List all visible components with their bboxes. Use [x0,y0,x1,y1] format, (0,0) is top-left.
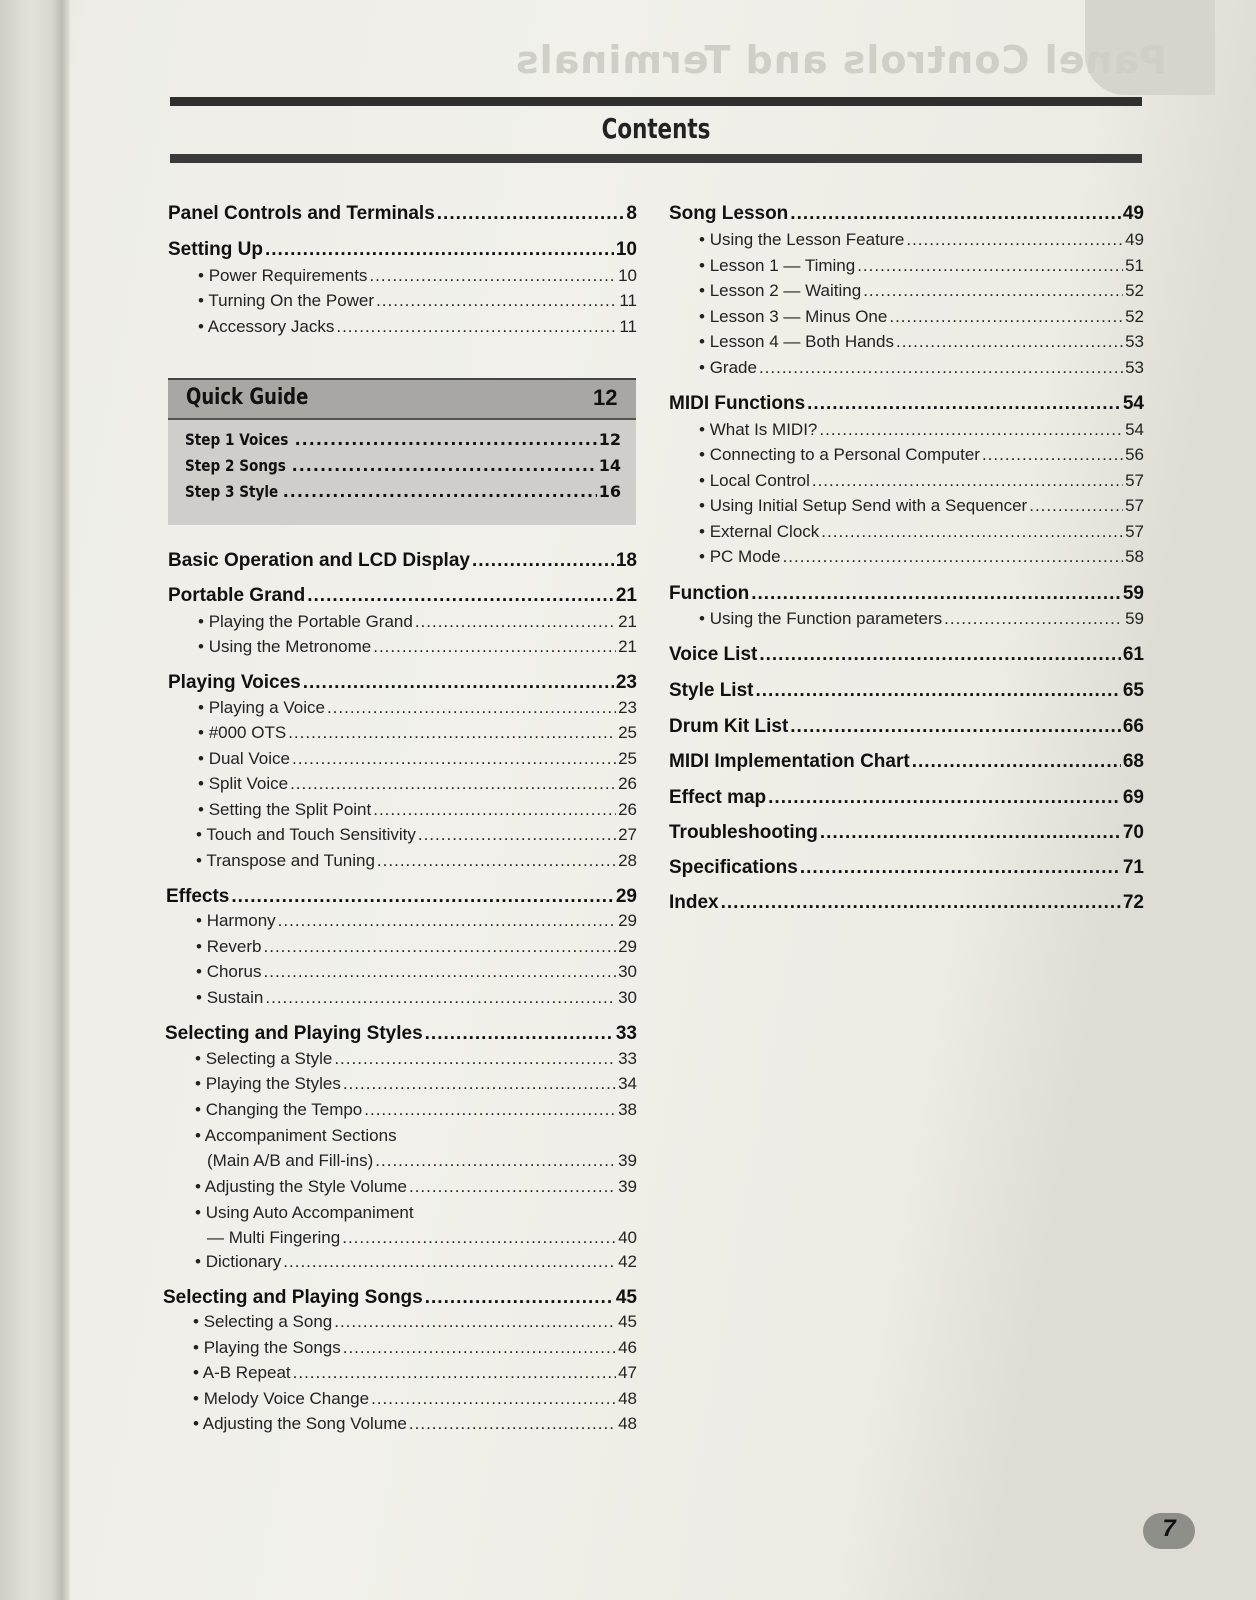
toc-subsection-entry [196,962,637,982]
toc-entry-label: • Adjusting the Song Volume [193,1414,407,1434]
toc-leader-dots [912,751,1121,773]
toc-leader-dots [283,1252,616,1272]
toc-entry-label: • Playing the Songs [193,1338,341,1358]
toc-subsection-entry [198,637,637,657]
toc-entry-label: • Lesson 1 — Timing [699,256,855,276]
toc-subsection-entry [195,1100,637,1120]
toc-page-number: 52 [1125,281,1144,300]
toc-leader-dots [278,911,616,931]
toc-entry-label: • Adjusting the Style Volume [195,1177,407,1197]
toc-entry-label: • Using Auto Accompaniment [195,1203,414,1223]
toc-page-number: 45 [618,1312,637,1331]
toc-leader-dots [751,583,1121,605]
page-title: Contents [601,112,711,145]
toc-entry-label: • Using the Function parameters [699,609,942,629]
toc-leader-dots [377,851,616,871]
toc-page-number: 39 [618,1151,637,1170]
toc-subsection-entry [198,698,637,718]
toc-page-number: 39 [618,1177,637,1196]
toc-page-number: 10 [618,266,637,285]
toc-entry-label: • Playing the Portable Grand [198,612,413,632]
toc-page-number: 23 [615,672,637,693]
toc-section-entry [669,716,1144,738]
toc-entry-label: Step 2 Songs [185,456,286,475]
toc-entry-label: MIDI Implementation Chart [669,751,910,772]
toc-subsection-entry [198,291,637,311]
toc-entry-label: Effects [166,886,230,907]
toc-subsection-entry [195,1049,637,1069]
toc-entry-label: Playing Voices [168,672,301,693]
toc-page-number: 26 [618,774,637,793]
toc-entry-label: Step 1 Voices [185,430,289,449]
toc-leader-dots [768,787,1121,809]
toc-leader-dots [721,892,1121,914]
toc-leader-dots [759,358,1123,378]
toc-entry-label: • Playing the Styles [195,1074,341,1094]
toc-entry-label: MIDI Functions [669,393,806,414]
toc-page-number: 29 [618,937,637,956]
toc-entry-label: • Selecting a Song [193,1312,332,1332]
toc-subsection-entry [195,1074,637,1094]
toc-leader-dots [863,281,1123,301]
toc-leader-dots [371,1389,616,1409]
toc-leader-dots [790,716,1121,738]
toc-page-number: 48 [618,1414,637,1433]
toc-entry-label: • Transpose and Tuning [196,851,375,871]
toc-entry-label: • Dictionary [195,1252,281,1272]
toc-entry-label: • Connecting to a Personal Computer [699,445,980,465]
toc-leader-dots [807,393,1121,415]
toc-leader-dots [343,1074,616,1094]
toc-page-number: 21 [618,637,637,656]
toc-leader-dots [820,822,1121,844]
toc-page-number: 56 [1125,445,1144,464]
toc-subsection-entry [207,1151,637,1171]
toc-section-entry [669,787,1144,809]
toc-leader-dots [906,230,1123,250]
toc-leader-dots [283,482,597,501]
toc-entry-label: • Selecting a Style [195,1049,332,1069]
toc-page-number: 53 [1125,358,1144,377]
toc-page-number: 10 [615,239,637,260]
toc-leader-dots [373,637,616,657]
toc-leader-dots [293,1363,616,1383]
toc-leader-dots [759,644,1121,666]
toc-leader-dots [376,291,617,311]
toc-leader-dots [327,698,616,718]
toc-entry-label: Selecting and Playing Songs [163,1287,423,1308]
toc-leader-dots [295,430,597,449]
toc-subsection-entry [699,496,1144,516]
quick-guide-title: Quick Guide [186,385,309,410]
toc-leader-dots [292,749,616,769]
toc-leader-dots [265,239,614,261]
toc-subsection-entry [699,522,1144,542]
toc-leader-dots [425,1287,614,1309]
toc-page-number: 57 [1125,522,1144,541]
toc-subsection-entry [198,723,637,743]
toc-entry-label: (Main A/B and Fill-ins) [207,1151,374,1170]
toc-page-number: 53 [1125,332,1144,351]
toc-entry-label: Song Lesson [669,203,789,224]
toc-leader-dots [307,585,614,607]
toc-leader-dots [415,612,616,632]
toc-subsection-entry [193,1389,637,1409]
toc-page-number: 33 [615,1023,637,1044]
toc-page-number: 59 [1125,609,1144,628]
page-number: 7 [1162,1515,1176,1542]
toc-section-entry [669,751,1144,773]
toc-entry-label: Basic Operation and LCD Display [168,550,470,571]
toc-entry-label: • Local Control [699,471,810,491]
toc-entry-label: Style List [669,680,754,701]
toc-entry-label: Troubleshooting [669,822,818,843]
toc-leader-dots [334,1049,616,1069]
toc-leader-dots [292,456,597,475]
toc-entry-label: • A-B Repeat [193,1363,291,1383]
toc-subsection-entry [195,1177,637,1197]
toc-leader-dots [264,937,617,957]
toc-entry-label: • Power Requirements [198,266,367,286]
toc-leader-dots [1029,496,1123,516]
toc-section-entry [165,1023,637,1045]
toc-entry-label: Effect map [669,787,767,808]
toc-page-number: 57 [1125,471,1144,490]
toc-entry-label: • External Clock [699,522,819,542]
toc-page-number: 34 [618,1074,637,1093]
toc-entry-label: • PC Mode [699,547,781,567]
toc-page-number: 29 [618,911,637,930]
toc-leader-dots [343,1338,616,1358]
toc-entry-label: • Changing the Tempo [195,1100,362,1120]
toc-page-number: 40 [618,1228,637,1247]
toc-entry-label: • Accessory Jacks [198,317,334,337]
toc-entry-label: Portable Grand [168,585,306,606]
toc-entry-label: • What Is MIDI? [699,420,817,440]
toc-entry-label: Function [669,583,750,604]
toc-leader-dots [857,256,1123,276]
toc-subsection-entry [196,988,637,1008]
toc-leader-dots [896,332,1123,352]
quick-guide-step [185,482,621,501]
toc-subsection-entry [193,1414,637,1434]
title-rule-top [170,97,1142,106]
toc-subsection-entry [207,1228,637,1248]
toc-entry-label: • Lesson 3 — Minus One [699,307,887,327]
toc-page-number: 12 [598,430,621,449]
toc-entry-label: Index [669,892,719,913]
toc-entry-label: Panel Controls and Terminals [168,203,435,224]
toc-leader-dots [812,471,1123,491]
toc-entry-label: • Using Initial Setup Send with a Sequencer [699,496,1027,516]
toc-page-number: 27 [618,825,637,844]
toc-page-number: 58 [1125,547,1144,566]
toc-entry-label: • Turning On the Power [198,291,374,311]
toc-leader-dots [437,203,625,225]
toc-entry-label: Drum Kit List [669,716,789,737]
toc-subsection-entry [699,547,1144,567]
toc-leader-dots [409,1414,616,1434]
toc-page-number: 46 [618,1338,637,1357]
toc-page-number: 11 [619,291,637,310]
toc-entry-label: • Dual Voice [198,749,290,769]
toc-leader-dots [800,857,1121,879]
toc-subsection-entry [699,332,1144,352]
toc-leader-dots [418,825,616,845]
toc-leader-dots [819,420,1123,440]
toc-subsection-entry [196,851,637,871]
toc-entry-label: • Reverb [196,937,262,957]
toc-section-entry [168,203,637,225]
toc-subsection-entry [699,256,1144,276]
toc-entry-label: • Split Voice [198,774,288,794]
toc-section-entry [669,644,1144,666]
quick-guide-page: 12 [593,385,618,410]
toc-page-number: 42 [618,1252,637,1271]
toc-page-number: 30 [618,962,637,981]
toc-page-number: 66 [1122,716,1144,737]
toc-entry-label: • Sustain [196,988,263,1008]
toc-leader-dots [290,774,616,794]
toc-leader-dots [373,800,616,820]
toc-page-number: 49 [1125,230,1144,249]
toc-leader-dots [755,680,1120,702]
toc-section-entry [669,583,1144,605]
toc-leader-dots [472,550,614,572]
toc-leader-dots [303,672,614,694]
toc-page-number: 71 [1122,857,1144,878]
toc-page-number: 21 [615,585,637,606]
toc-entry-label: • Touch and Touch Sensitivity [196,825,416,845]
toc-page-number: 72 [1122,892,1144,913]
toc-leader-dots [425,1023,614,1045]
toc-entry-label: Step 3 Style [185,482,279,501]
toc-subsection-entry [699,230,1144,250]
toc-entry-label: • #000 OTS [198,723,286,743]
toc-entry-label: • Harmony [196,911,276,931]
toc-page-number: 25 [618,749,637,768]
toc-leader-dots [982,445,1123,465]
toc-subsection-entry [193,1312,637,1332]
toc-subsection-entry [699,445,1144,465]
toc-entry-label: • Chorus [196,962,262,982]
toc-page-number: 59 [1122,583,1144,604]
toc-subsection-entry [198,800,637,820]
toc-subsection-entry [198,749,637,769]
toc-page-number: 30 [618,988,637,1007]
page-binding [0,0,70,1600]
toc-subsection-entry [193,1363,637,1383]
toc-subsection-entry [195,1252,637,1272]
quick-guide-step [185,430,621,449]
toc-subsection-entry [198,317,637,337]
toc-subsection-entry [699,358,1144,378]
toc-section-entry [168,239,637,261]
toc-subsection-entry [699,471,1144,491]
toc-entry-label: • Accompaniment Sections [195,1126,397,1146]
toc-page-number: 26 [618,800,637,819]
toc-subsection-entry [198,612,637,632]
toc-section-entry [669,892,1144,914]
toc-subsection-entry [195,1203,637,1223]
toc-section-entry [163,1287,637,1309]
toc-subsection-entry [699,281,1144,301]
toc-entry-label: Specifications [669,857,798,878]
toc-section-entry [669,822,1144,844]
toc-leader-dots [264,962,617,982]
toc-page-number: 54 [1122,393,1144,414]
toc-entry-label: • Using the Metronome [198,637,371,657]
toc-subsection-entry [196,825,637,845]
toc-subsection-entry [196,937,637,957]
toc-page-number: 16 [598,482,621,501]
quick-guide-step [185,456,621,475]
toc-entry-label: — Multi Fingering [207,1228,341,1247]
toc-entry-label: • Grade [699,358,757,378]
toc-leader-dots [364,1100,616,1120]
toc-leader-dots [375,1151,616,1171]
toc-subsection-entry [193,1338,637,1358]
toc-entry-label: Setting Up [168,239,263,260]
toc-entry-label: • Lesson 4 — Both Hands [699,332,894,352]
toc-section-entry [669,393,1144,415]
toc-leader-dots [409,1177,616,1197]
toc-page-number: 33 [618,1049,637,1068]
toc-page-number: 61 [1122,644,1144,665]
toc-leader-dots [944,609,1123,629]
toc-subsection-entry [196,911,637,931]
toc-entry-label: • Setting the Split Point [198,800,371,820]
toc-page-number: 70 [1122,822,1144,843]
toc-entry-label: Voice List [669,644,758,665]
title-rule-bottom [170,154,1142,163]
toc-section-entry [168,585,637,607]
toc-leader-dots [821,522,1123,542]
toc-page-number: 25 [618,723,637,742]
toc-entry-label: • Playing a Voice [198,698,325,718]
toc-section-entry [669,203,1144,225]
toc-page-number: 18 [615,550,637,571]
toc-page-number: 65 [1122,680,1144,701]
toc-page-number: 48 [618,1389,637,1408]
toc-subsection-entry [198,266,637,286]
toc-leader-dots [342,1228,616,1248]
toc-entry-label: • Melody Voice Change [193,1389,369,1409]
toc-leader-dots [783,547,1124,567]
toc-page-number: 38 [618,1100,637,1119]
toc-leader-dots [334,1312,616,1332]
toc-page-number: 11 [619,317,637,336]
toc-page-number: 29 [615,886,637,907]
toc-entry-label: • Lesson 2 — Waiting [699,281,861,301]
toc-leader-dots [231,886,614,908]
toc-leader-dots [336,317,617,337]
toc-page-number: 28 [618,851,637,870]
toc-subsection-entry [195,1126,637,1146]
toc-page-number: 54 [1125,420,1144,439]
toc-leader-dots [790,203,1121,225]
toc-page-number: 52 [1125,307,1144,326]
toc-subsection-entry [699,609,1144,629]
toc-entry-label: Selecting and Playing Styles [165,1023,423,1044]
toc-subsection-entry [198,774,637,794]
toc-leader-dots [889,307,1123,327]
toc-leader-dots [288,723,616,743]
toc-page-number: 23 [618,698,637,717]
toc-page-number: 14 [598,456,621,475]
toc-page-number: 68 [1122,751,1144,772]
toc-page-number: 47 [618,1363,637,1382]
toc-section-entry [669,680,1144,702]
toc-page-number: 51 [1125,256,1144,275]
toc-leader-dots [369,266,616,286]
toc-leader-dots [265,988,616,1008]
toc-subsection-entry [699,420,1144,440]
toc-page-number: 49 [1122,203,1144,224]
toc-section-entry [166,886,637,908]
toc-page-number: 69 [1122,787,1144,808]
toc-subsection-entry [699,307,1144,327]
bleed-through-title: Panel Controls and Terminals [515,38,1167,82]
toc-section-entry [168,550,637,572]
toc-page-number: 8 [626,203,637,224]
toc-section-entry [168,672,637,694]
toc-entry-label: • Using the Lesson Feature [699,230,904,250]
toc-section-entry [669,857,1144,879]
toc-page-number: 45 [615,1287,637,1308]
toc-page-number: 57 [1125,496,1144,515]
toc-page-number: 21 [618,612,637,631]
